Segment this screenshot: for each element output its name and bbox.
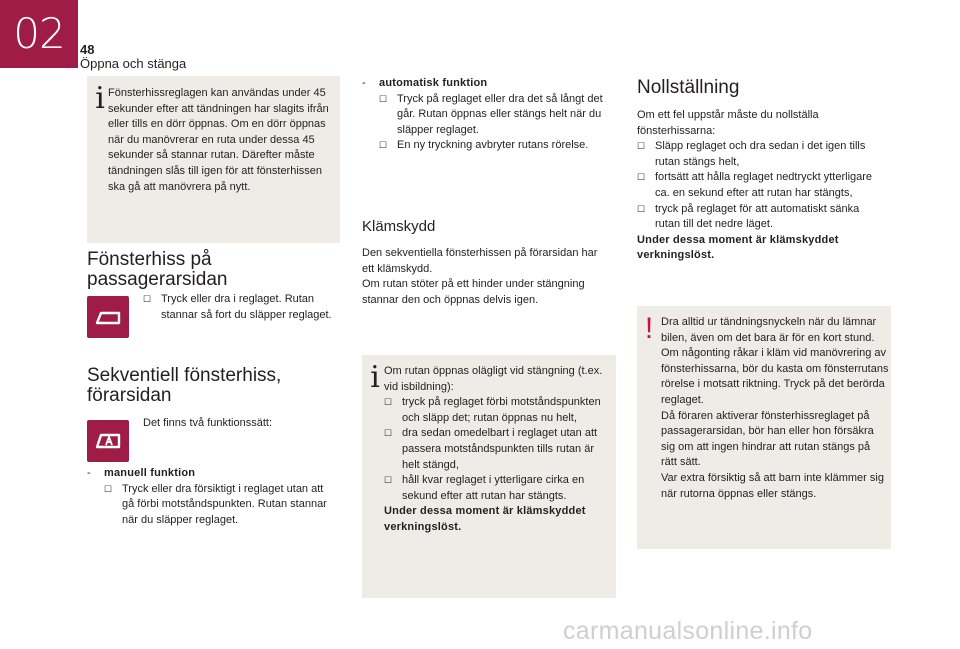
paragraph: Den sekventiella fönsterhissen på förarsidan har ett klämskydd. bbox=[362, 247, 598, 275]
note-text: Under dessa moment är klämskyddet verkningslöst. bbox=[637, 233, 839, 262]
paragraph: Om någonting råkar i kläm vid manövrering av fönsterhissarna, bör du kasta om fönsterrutans rörelse i motsatt riktning. Tryck på det berörda reglaget. bbox=[661, 347, 889, 406]
info-box-text bbox=[108, 86, 336, 195]
warning-icon: ! bbox=[644, 312, 654, 345]
paragraph: Då föraren aktiverar fönsterhissreglaget på passagerarsidan, bör han eller hon försäkra sig om att ingen hindrar att rutan stängs på rätt sätt. bbox=[661, 409, 874, 469]
chapter-number-tab: 02 bbox=[0, 0, 78, 68]
watermark: carmanualsonline.info bbox=[563, 617, 813, 645]
bullet-arrow-icon: ☐ bbox=[637, 172, 646, 183]
warning-box bbox=[637, 306, 891, 549]
heading-reset: Nollställning bbox=[637, 77, 740, 98]
note-text: Under dessa moment är klämskyddet verkningslöst. bbox=[384, 505, 586, 533]
bullet-arrow-icon: ☐ bbox=[637, 141, 646, 152]
heading-line: förarsidan bbox=[87, 385, 172, 406]
list-item bbox=[637, 202, 887, 233]
bullet-text: Tryck eller dra i reglaget. Rutan stannar så fort du släpper reglaget. bbox=[161, 293, 332, 321]
list-item bbox=[143, 292, 333, 323]
list-item bbox=[379, 138, 612, 154]
bullet-arrow-icon: ☐ bbox=[379, 140, 388, 151]
bullet-arrow-icon: ☐ bbox=[379, 93, 388, 104]
info-box-ice bbox=[362, 355, 616, 598]
automatic-function bbox=[362, 76, 612, 154]
intro-text: Om ett fel uppstår måste du nollställa fönsterhissarna: bbox=[637, 109, 819, 137]
list-item bbox=[637, 170, 887, 201]
info-box-text bbox=[384, 364, 612, 536]
heading-anti-pinch: Klämskydd bbox=[362, 218, 436, 235]
bullet-arrow-icon: ☐ bbox=[384, 397, 393, 408]
bullet-arrow-icon: ☐ bbox=[104, 483, 113, 494]
list-item bbox=[362, 76, 612, 92]
bullet-arrow-icon: ☐ bbox=[637, 203, 646, 214]
intro-text: Om rutan öppnas olägligt vid stängning (t.ex. vid isbildning): bbox=[384, 365, 603, 393]
list-item bbox=[384, 473, 612, 504]
bullet-text: dra sedan omedelbart i reglaget utan att passera motståndspunkten tills rutan är helt stängd, bbox=[402, 427, 598, 471]
bullet-text: Tryck på reglaget eller dra det så långt det går. Rutan öppnas eller stängs helt när du släpper reglaget. bbox=[397, 92, 603, 136]
bullet-text: fortsätt att hålla reglaget nedtryckt ytterligare ca. en sekund efter att rutan har stängts, bbox=[655, 171, 873, 199]
bullet-text: En ny tryckning avbryter rutans rörelse. bbox=[397, 139, 589, 152]
heading-line: Sekventiell fönsterhiss, bbox=[87, 365, 282, 386]
paragraph: Dra alltid ur tändningsnyckeln när du lämnar bilen, även om det bara är för en kort stund. bbox=[661, 316, 877, 344]
bullet-arrow-icon: ☐ bbox=[384, 428, 393, 439]
manual-title: manuell funktion bbox=[104, 467, 196, 479]
info-text: Fönsterhissreglagen kan användas under 45 sekunder efter att tändningen har slagits ifrån eller tills en dörr öppnas. Om en dörr öppnas när du manövrerar en ruta under dessa 45 sekunder så stannar rutan. Därefter måste tändningen slås till igen för att fönsterhissen ska gå att manövrera på nytt. bbox=[108, 87, 329, 193]
heading-sequential-window bbox=[87, 366, 347, 406]
passenger-switch-icon bbox=[87, 296, 129, 338]
chapter-title: Öppna och stänga bbox=[80, 56, 187, 71]
manual-function bbox=[87, 466, 332, 528]
intro-text: Det finns två funktionssätt: bbox=[143, 417, 273, 429]
info-icon: i bbox=[95, 81, 105, 116]
list-item bbox=[384, 426, 612, 473]
driver-switch-icon bbox=[87, 420, 129, 462]
bullet-text: tryck på reglaget för att automatiskt sänka rutan till det nedre läget. bbox=[655, 202, 860, 231]
heading-line: Fönsterhiss på bbox=[87, 249, 212, 270]
list-item bbox=[384, 395, 612, 426]
list-item bbox=[379, 92, 612, 139]
list-item bbox=[637, 139, 887, 170]
auto-title: automatisk funktion bbox=[379, 77, 488, 89]
bullet-text: Tryck eller dra försiktigt i reglaget utan att gå förbi motståndspunkten. Rutan stannar när du släpper reglaget. bbox=[122, 482, 327, 526]
heading-passenger-window bbox=[87, 250, 337, 290]
page-number: 48 bbox=[80, 42, 95, 57]
list-item bbox=[87, 466, 332, 482]
passenger-instructions bbox=[143, 292, 333, 323]
bullet-text: tryck på reglaget förbi motståndspunkten och släpp det; rutan öppnas nu helt, bbox=[402, 396, 601, 424]
heading-line: passagerarsidan bbox=[87, 269, 228, 290]
paragraph: Var extra försiktig så att barn inte klämmer sig när rutorna öppnas eller stängs. bbox=[661, 471, 884, 500]
sequential-intro bbox=[143, 416, 333, 432]
list-item bbox=[104, 482, 332, 529]
bullet-arrow-icon: ☐ bbox=[384, 475, 393, 486]
dash: - bbox=[362, 77, 366, 89]
paragraph: Om rutan stöter på ett hinder under stängning stannar den och öppnas delvis igen. bbox=[362, 278, 585, 306]
info-box-ignition bbox=[87, 76, 340, 243]
bullet-arrow-icon: ☐ bbox=[143, 294, 152, 304]
reset-text bbox=[637, 108, 887, 264]
warning-text bbox=[661, 315, 889, 502]
info-icon: i bbox=[370, 360, 380, 395]
dash: - bbox=[87, 467, 91, 479]
anti-pinch-text bbox=[362, 246, 612, 308]
bullet-text: Släpp reglaget och dra sedan i det igen tills rutan stängs helt, bbox=[655, 140, 866, 168]
bullet-text: håll kvar reglaget i ytterligare cirka en sekund efter att rutan har stängts. bbox=[402, 474, 585, 502]
